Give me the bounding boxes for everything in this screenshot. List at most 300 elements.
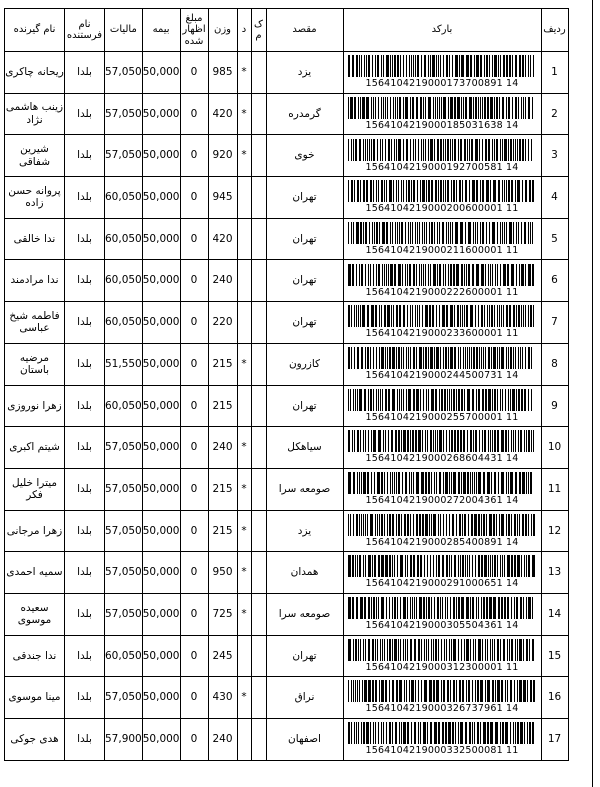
barcode-bar (375, 680, 377, 702)
barcode-number: 1564104219000305504361 14 (365, 620, 519, 632)
barcode-cell (343, 343, 541, 385)
barcode-bar (388, 389, 390, 411)
barcode-bar (473, 639, 474, 661)
barcode-bar (520, 430, 522, 452)
barcode-bar (473, 347, 475, 369)
declared-value-cell: 0 (180, 52, 208, 94)
barcode-bar (430, 139, 433, 161)
barcode-bar (492, 222, 495, 244)
barcode-bar (497, 555, 498, 577)
barcode-bar (526, 430, 527, 452)
barcode-bar (367, 472, 369, 494)
barcode-bar (479, 139, 480, 161)
row-number-cell: 14 (541, 593, 568, 635)
barcode-bar (389, 514, 391, 536)
barcode-bar (381, 514, 383, 536)
barcode-bar (524, 555, 525, 577)
barcode-bar (367, 139, 368, 161)
barcode-bar (418, 430, 421, 452)
barcode-bar (517, 514, 518, 536)
barcode-bar (379, 222, 380, 244)
barcode-bar (502, 555, 503, 577)
barcode-bar (466, 305, 468, 327)
barcode-bar (508, 472, 509, 494)
barcode-bar (515, 180, 516, 202)
barcode-bar (380, 389, 381, 411)
barcode-bar (404, 514, 406, 536)
barcode-bar (424, 222, 425, 244)
barcode-bar (411, 180, 412, 202)
barcode-bar (469, 555, 470, 577)
col-header-receiver: نام گیرنده (5, 9, 65, 52)
barcode-bar (393, 180, 394, 202)
barcode-bar (431, 514, 432, 536)
barcode-bar (451, 180, 452, 202)
barcode-bar (435, 430, 436, 452)
row-number-cell: 7 (541, 302, 568, 344)
barcode-bar (492, 264, 493, 286)
barcode-bar (498, 597, 500, 619)
barcode-bar (418, 680, 419, 702)
barcode-bar (386, 222, 388, 244)
barcode-bar (522, 139, 524, 161)
barcode-bar (378, 264, 380, 286)
barcode-bar (429, 222, 430, 244)
barcode-cell (343, 593, 541, 635)
barcode-bar (449, 514, 450, 536)
barcode-bar (483, 472, 485, 494)
destination-cell: تهران (266, 385, 343, 427)
barcode-bar (437, 97, 438, 119)
barcode-bar (420, 555, 422, 577)
barcode-bar (390, 55, 391, 77)
barcode-bar (519, 514, 520, 536)
barcode-bar (410, 305, 411, 327)
barcode-image (348, 514, 536, 536)
barcode-bar (421, 139, 422, 161)
barcode-bar (492, 639, 493, 661)
barcode-bar (415, 222, 416, 244)
barcode-bar (441, 639, 442, 661)
barcode-bar (530, 222, 531, 244)
barcode-bar (451, 389, 452, 411)
barcode-bar (417, 55, 419, 77)
barcode-bar (515, 139, 516, 161)
barcode-bar (484, 430, 486, 452)
barcode-bar (386, 180, 387, 202)
barcode-bar (407, 514, 409, 536)
barcode-bar (376, 597, 377, 619)
barcode-bar (381, 180, 383, 202)
barcode-number: 1564104219000291000651 14 (365, 578, 519, 590)
barcode-bar (425, 264, 426, 286)
barcode-bar (423, 97, 424, 119)
barcode-bar (401, 722, 402, 744)
barcode-bar (475, 97, 477, 119)
km-cell (251, 218, 266, 260)
barcode-bar (491, 347, 492, 369)
barcode-bar (488, 264, 489, 286)
insurance-cell: 50,000 (142, 52, 180, 94)
barcode-bar (401, 389, 402, 411)
km-cell (251, 427, 266, 469)
barcode-bar (521, 264, 524, 286)
barcode-bar (381, 597, 384, 619)
barcode-bar (385, 555, 388, 577)
barcode-bar (454, 430, 456, 452)
barcode-bar (456, 680, 457, 702)
barcode-bar (468, 264, 470, 286)
barcode-bar (417, 222, 418, 244)
barcode-bar (365, 139, 366, 161)
sender-cell: بلدا (65, 635, 105, 677)
barcode-bar (470, 55, 472, 77)
barcode-bar (408, 389, 411, 411)
barcode-bar (360, 180, 361, 202)
receiver-cell: سمیه احمدی (5, 552, 65, 594)
barcode-bar (516, 305, 517, 327)
barcode-image (348, 722, 536, 744)
barcode-bar (374, 222, 375, 244)
barcode-bar (499, 305, 500, 327)
barcode-bar (355, 389, 356, 411)
barcode-bar (520, 597, 522, 619)
barcode-bar (516, 597, 518, 619)
barcode-bar (395, 97, 396, 119)
destination-cell: گرمدره (266, 93, 343, 135)
barcode-bar (433, 430, 434, 452)
weight-cell: 985 (208, 52, 237, 94)
barcode-bar (357, 347, 359, 369)
barcode-bar (481, 347, 482, 369)
barcode-bar (476, 264, 479, 286)
sender-cell: بلدا (65, 177, 105, 219)
barcode-bar (531, 347, 532, 369)
barcode-bar (504, 180, 505, 202)
barcode-bar (425, 430, 426, 452)
barcode-bar (526, 639, 528, 661)
barcode-bar (426, 180, 427, 202)
barcode-bar (516, 222, 517, 244)
barcode-bar (383, 430, 384, 452)
barcode-bar (515, 347, 516, 369)
barcode-bar (433, 680, 435, 702)
barcode-bar (428, 472, 430, 494)
table-row (5, 635, 569, 677)
barcode-bar (447, 680, 449, 702)
barcode-bar (444, 389, 446, 411)
row-number-cell: 3 (541, 135, 568, 177)
barcode-bar (436, 472, 437, 494)
barcode-bar (386, 264, 387, 286)
barcode-bar (353, 139, 354, 161)
barcode-bar (443, 680, 445, 702)
barcode-bar (480, 180, 481, 202)
barcode-bar (362, 97, 365, 119)
barcode-bar (354, 722, 355, 744)
row-number-cell: 2 (541, 93, 568, 135)
weight-cell: 950 (208, 552, 237, 594)
destination-cell: تهران (266, 177, 343, 219)
barcode-bar (389, 722, 391, 744)
barcode-bar (401, 347, 402, 369)
barcode-bar (361, 722, 362, 744)
barcode-bar (383, 55, 384, 77)
barcode-bar (411, 55, 412, 77)
barcode-bar (486, 180, 489, 202)
barcode-bar (348, 680, 349, 702)
barcode-bar (431, 597, 432, 619)
barcode-bar (425, 472, 427, 494)
barcode-bar (418, 639, 420, 661)
barcode-bar (419, 597, 422, 619)
barcode-bar (392, 347, 395, 369)
barcode-bar (448, 97, 449, 119)
barcode-bar (494, 430, 496, 452)
insurance-cell: 50,000 (142, 635, 180, 677)
barcode-bar (428, 264, 429, 286)
barcode-bar (509, 222, 512, 244)
barcode-bar (351, 139, 352, 161)
barcode-bar (356, 597, 358, 619)
barcode-bar (364, 55, 365, 77)
barcode-bar (396, 305, 398, 327)
barcode-bar (373, 180, 374, 202)
barcode-image (348, 639, 536, 661)
barcode-bar (368, 264, 369, 286)
barcode-bar (387, 639, 388, 661)
barcode-bar (497, 347, 498, 369)
barcode-bar (419, 305, 420, 327)
barcode-bar (378, 597, 379, 619)
barcode-bar (427, 722, 428, 744)
barcode-bar (420, 722, 421, 744)
barcode-bar (494, 139, 495, 161)
barcode-bar (475, 222, 476, 244)
barcode-bar (441, 97, 442, 119)
barcode-bar (492, 430, 493, 452)
barcode-bar (398, 264, 401, 286)
destination-cell: تهران (266, 218, 343, 260)
barcode-bar (424, 680, 427, 702)
barcode-bar (436, 55, 437, 77)
barcode-bar (382, 139, 383, 161)
barcode-bar (478, 555, 480, 577)
barcode-bar (442, 597, 443, 619)
tax-cell: 57,050 (105, 427, 143, 469)
barcode-bar (522, 472, 525, 494)
barcode-bar (455, 722, 456, 744)
barcode-bar (433, 555, 434, 577)
barcode-bar (393, 97, 394, 119)
km-cell (251, 385, 266, 427)
barcode-bar (376, 264, 377, 286)
barcode-bar (398, 180, 399, 202)
barcode-bar (387, 514, 388, 536)
barcode-bar (375, 55, 376, 77)
barcode-bar (508, 514, 510, 536)
barcode-bar (352, 597, 354, 619)
barcode-bar (509, 55, 511, 77)
barcode-bar (451, 430, 453, 452)
barcode-image (348, 97, 536, 119)
barcode-bar (500, 222, 501, 244)
barcode-bar (399, 680, 402, 702)
barcode-bar (462, 680, 464, 702)
barcode-bar (411, 472, 412, 494)
barcode-bar (497, 305, 498, 327)
barcode-bar (390, 472, 391, 494)
barcode-bar (422, 305, 423, 327)
barcode-bar (435, 389, 437, 411)
barcode-bar (522, 55, 524, 77)
barcode-bar (411, 722, 412, 744)
barcode-bar (470, 639, 471, 661)
d-marker-cell: * (237, 135, 251, 177)
barcode-bar (500, 555, 501, 577)
barcode-bar (421, 264, 422, 286)
barcode-bar (370, 180, 372, 202)
barcode-bar (378, 389, 379, 411)
barcode-bar (490, 555, 491, 577)
barcode-bar (405, 222, 406, 244)
barcode-bar (360, 430, 361, 452)
table-row (5, 302, 569, 344)
declared-value-cell: 0 (180, 343, 208, 385)
barcode-bar (425, 305, 428, 327)
barcode-bar (464, 639, 465, 661)
barcode-bar (438, 180, 439, 202)
barcode-bar (430, 555, 431, 577)
barcode-bar (484, 55, 485, 77)
barcode-bar (378, 430, 381, 452)
barcode-bar (501, 597, 503, 619)
row-number-cell: 6 (541, 260, 568, 302)
barcode-bar (348, 180, 349, 202)
barcode-bar (399, 722, 400, 744)
barcode-bar (457, 430, 459, 452)
barcode-bar (348, 597, 351, 619)
barcode-bar (488, 347, 490, 369)
barcode-bar (456, 180, 457, 202)
barcode-bar (478, 514, 480, 536)
barcode-bar (453, 639, 456, 661)
barcode-bar (515, 722, 516, 744)
weight-cell: 215 (208, 468, 237, 510)
declared-value-cell: 0 (180, 427, 208, 469)
barcode-bar (528, 514, 529, 536)
row-number-cell: 10 (541, 427, 568, 469)
d-marker-cell: * (237, 468, 251, 510)
barcode-number: 1564104219000185031638 14 (365, 119, 519, 131)
col-header-row-number: ردیف (541, 9, 568, 52)
barcode-bar (449, 430, 450, 452)
d-marker-cell: * (237, 52, 251, 94)
barcode-bar (378, 97, 379, 119)
sender-cell: بلدا (65, 719, 105, 761)
barcode-bar (445, 472, 448, 494)
barcode-bar (373, 430, 376, 452)
barcode-image (348, 55, 536, 77)
barcode-bar (439, 97, 440, 119)
barcode-bar (359, 139, 361, 161)
barcode-bar (480, 722, 481, 744)
barcode-bar (437, 597, 439, 619)
barcode-bar (395, 722, 397, 744)
barcode-bar (456, 597, 457, 619)
barcode-bar (413, 347, 415, 369)
barcode-bar (416, 264, 417, 286)
barcode-bar (494, 472, 496, 494)
weight-cell: 215 (208, 343, 237, 385)
barcode-bar (433, 514, 436, 536)
barcode-bar (362, 680, 363, 702)
weight-cell: 240 (208, 719, 237, 761)
row-number-cell: 8 (541, 343, 568, 385)
barcode-bar (490, 639, 491, 661)
barcode-bar (521, 222, 522, 244)
d-marker-cell: * (237, 510, 251, 552)
barcode-bar (531, 514, 532, 536)
barcode-bar (521, 97, 522, 119)
barcode-bar (392, 222, 393, 244)
barcode-bar (377, 639, 378, 661)
barcode-bar (348, 389, 349, 411)
sender-cell: بلدا (65, 510, 105, 552)
receiver-cell: فاطمه شیخ عباسی (5, 302, 65, 344)
barcode-image (348, 222, 536, 244)
barcode-bar (439, 222, 440, 244)
declared-value-cell: 0 (180, 385, 208, 427)
insurance-cell: 50,000 (142, 593, 180, 635)
barcode-bar (348, 347, 350, 369)
barcode-bar (501, 430, 504, 452)
barcode-bar (412, 97, 414, 119)
barcode-bar (348, 472, 351, 494)
barcode-bar (437, 264, 438, 286)
tax-cell: 57,050 (105, 552, 143, 594)
barcode-bar (443, 139, 444, 161)
barcode-cell (343, 719, 541, 761)
sender-cell: بلدا (65, 260, 105, 302)
barcode-bar (522, 180, 523, 202)
barcode-bar (487, 305, 488, 327)
barcode-bar (363, 514, 364, 536)
barcode-bar (384, 180, 385, 202)
barcode-number: 1564104219000326737961 14 (365, 703, 519, 715)
barcode-bar (426, 639, 427, 661)
barcode-bar (519, 680, 522, 702)
barcode-bar (437, 139, 439, 161)
row-number-cell: 1 (541, 52, 568, 94)
barcode-bar (446, 55, 448, 77)
barcode-bar (450, 680, 451, 702)
barcode-bar (476, 55, 479, 77)
barcode-bar (450, 347, 453, 369)
barcode-bar (449, 639, 450, 661)
barcode-bar (510, 722, 511, 744)
barcode-bar (487, 639, 488, 661)
barcode-bar (458, 722, 459, 744)
barcode-bar (481, 555, 483, 577)
barcode-bar (525, 264, 526, 286)
table-row (5, 260, 569, 302)
barcode-bar (368, 597, 370, 619)
barcode-bar (500, 264, 501, 286)
barcode-bar (465, 555, 466, 577)
barcode-bar (474, 514, 477, 536)
barcode-bar (478, 389, 480, 411)
